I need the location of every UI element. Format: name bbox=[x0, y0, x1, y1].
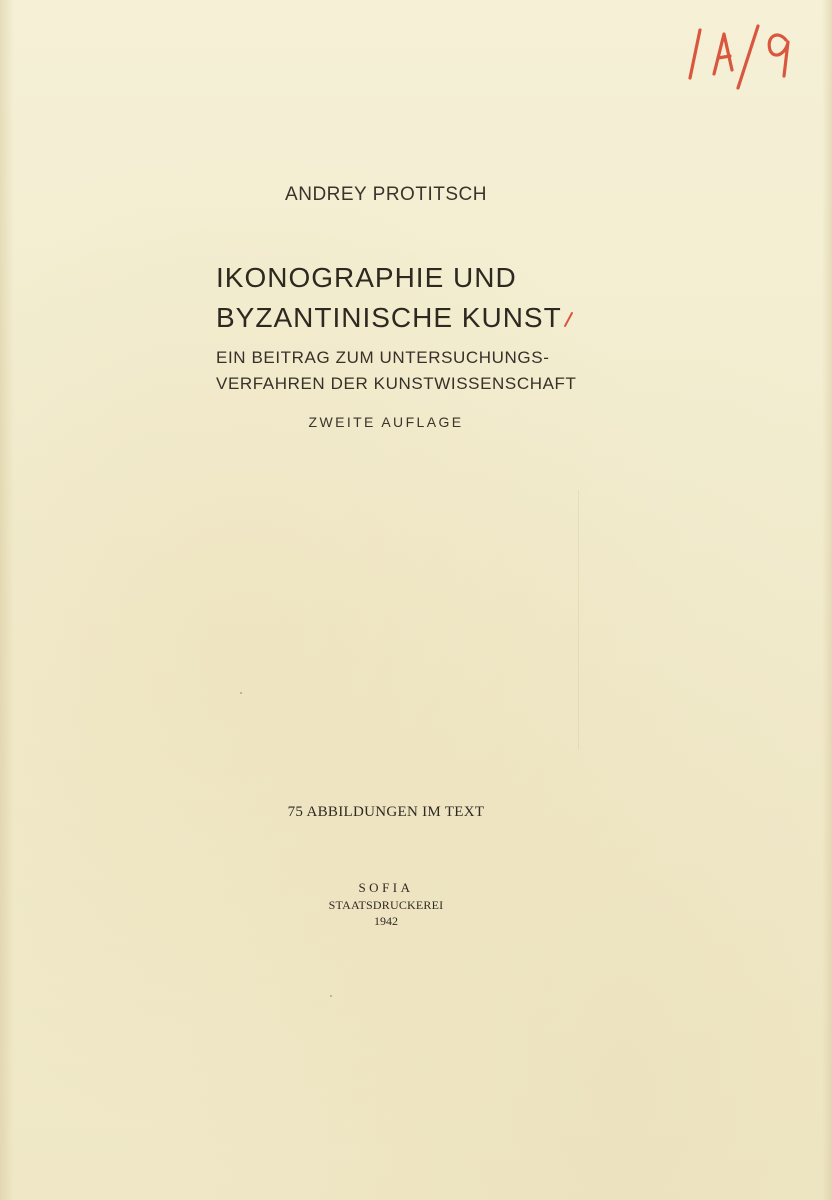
paper-crease bbox=[578, 490, 579, 750]
subtitle-line-2: VERFAHREN DER KUNSTWISSENSCHAFT bbox=[216, 374, 577, 393]
subtitle-line-1: EIN BEITRAG ZUM UNTERSUCHUNGS- bbox=[216, 348, 550, 367]
author-name: ANDREY PROTITSCH bbox=[285, 184, 487, 205]
handwritten-shelfmark-annotation bbox=[686, 20, 806, 90]
title-line-1-text: IKONOGRAPHIE UND bbox=[216, 262, 517, 293]
title-line-1 bbox=[216, 262, 517, 294]
imprint-year: 1942 bbox=[374, 914, 398, 928]
edition-label: ZWEITE AUFLAGE bbox=[308, 414, 464, 430]
paper-speck bbox=[240, 692, 242, 694]
red-pencil-mark bbox=[562, 307, 574, 329]
illustrations-note: 75 ABBILDUNGEN IM TEXT bbox=[287, 804, 485, 820]
imprint-city: SOFIA bbox=[358, 880, 414, 895]
title-line-2-text: BYZANTINISCHE KUNST bbox=[216, 302, 562, 333]
paper-speck bbox=[330, 995, 332, 997]
title-line-2 bbox=[216, 302, 574, 334]
page-edge-right bbox=[822, 0, 832, 1200]
imprint-printer: STAATSDRUCKEREI bbox=[328, 898, 444, 912]
page-edge-left bbox=[0, 0, 14, 1200]
